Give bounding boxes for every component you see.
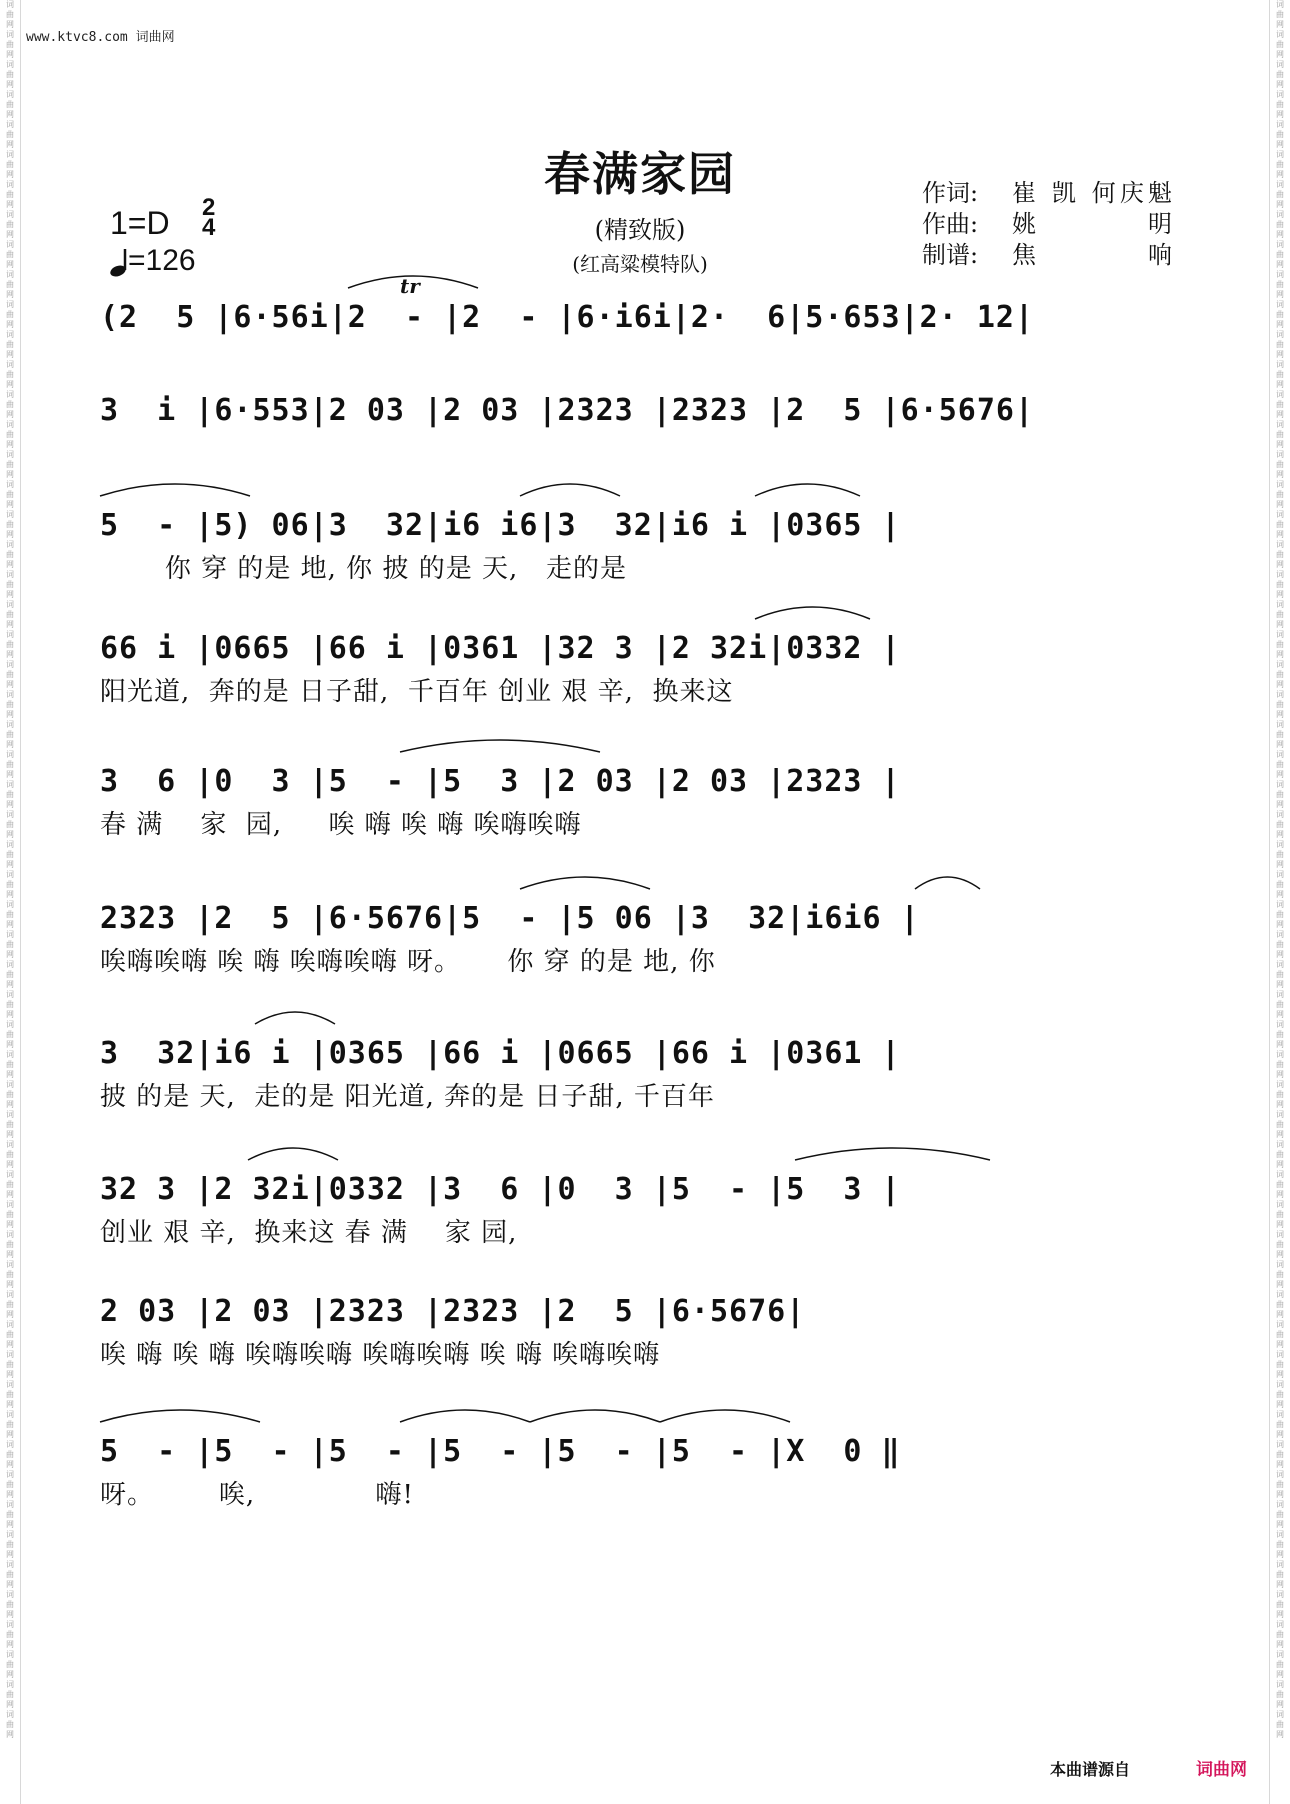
right-watermark-strip: 词 曲 网 词 曲 网 词 曲 网 词 曲 网 词 曲 网 词 曲 网 词 曲 网 词 曲 网 词 曲 网 词 曲 网 词 曲 网 词 曲 网 词 曲 网 词 曲 网 词 曲 网 词 曲 网 词 曲 网 词 曲 网 词 曲 网 词 曲 网 词 曲 网 词 曲 网 词 曲 网 词 曲 网 词 曲 网 词 曲 网 词 曲 网 词 曲 网 词 曲 网 词 曲 网 词 曲 网 词 曲 网 词 曲 网 词 曲 网 词 曲 网 词 曲 网 词 曲 网 词 曲 网 词 曲 网 词 曲 网 词 曲 网 词 曲 网 词 曲 网 词 曲 网 词 曲 网 词 曲 网 词 曲 网 词 曲 网 词 曲 网 词 曲 网 词 曲 网 词 曲 网 词 曲 网 词 曲 网 词 曲 网 词 曲 网 词 曲 网 词 曲 网 bbox=[1269, 0, 1290, 1804]
lyrics-line: 春 满 家 园, 唉 嗨 唉 嗨 唉嗨唉嗨 bbox=[100, 810, 582, 840]
lyrics-line: 创业 艰 辛, 换来这 春 满 家 园, bbox=[100, 1218, 518, 1248]
note-line: 5 - |5) 06|3 32|i6 i6|3 32|i6 i |0365 | bbox=[100, 508, 901, 543]
score-row bbox=[100, 1276, 1178, 1370]
score-row bbox=[100, 375, 1178, 445]
score-row bbox=[100, 613, 1178, 707]
lyrics-line: 阳光道, 奔的是 日子甜, 千百年 创业 艰 辛, 换来这 bbox=[100, 677, 734, 707]
time-signature bbox=[202, 194, 216, 241]
score-row bbox=[100, 1018, 1178, 1112]
note-line: 2323 |2 5 |6·5676|5 - |5 06 |3 32|i6i6 | bbox=[100, 901, 920, 936]
left-watermark-strip: 词 曲 网 词 曲 网 词 曲 网 词 曲 网 词 曲 网 词 曲 网 词 曲 网 词 曲 网 词 曲 网 词 曲 网 词 曲 网 词 曲 网 词 曲 网 词 曲 网 词 曲 网 词 曲 网 词 曲 网 词 曲 网 词 曲 网 词 曲 网 词 曲 网 词 曲 网 词 曲 网 词 曲 网 词 曲 网 词 曲 网 词 曲 网 词 曲 网 词 曲 网 词 曲 网 词 曲 网 词 曲 网 词 曲 网 词 曲 网 词 曲 网 词 曲 网 词 曲 网 词 曲 网 词 曲 网 词 曲 网 词 曲 网 词 曲 网 词 曲 网 词 曲 网 词 曲 网 词 曲 网 词 曲 网 词 曲 网 词 曲 网 词 曲 网 词 曲 网 词 曲 网 词 曲 网 词 曲 网 词 曲 网 词 曲 网 词 曲 网 词 曲 网 bbox=[0, 0, 21, 1804]
footer-label: 本曲谱源自 bbox=[1050, 1760, 1131, 1779]
credit-role: 作词: bbox=[922, 179, 979, 207]
lyrics-line: 唉嗨唉嗨 唉 嗨 唉嗨唉嗨 呀。 你 穿 的是 地, 你 bbox=[100, 947, 716, 977]
score-row bbox=[100, 883, 1178, 977]
note-line: 3 i |6·553|2 03 |2 03 |2323 |2323 |2 5 |6·5676| bbox=[100, 393, 1035, 428]
lyrics-line: 披 的是 天, 走的是 阳光道, 奔的是 日子甜, 千百年 bbox=[100, 1082, 715, 1112]
score-row bbox=[100, 1416, 1178, 1510]
slur-mark bbox=[100, 1138, 1178, 1168]
note-line: 3 6 |0 3 |5 - |5 3 |2 03 |2 03 |2323 | bbox=[100, 764, 901, 799]
song-subtitle: (精致版) bbox=[594, 216, 686, 244]
slur-mark bbox=[100, 1002, 1178, 1032]
note-line: 5 - |5 - |5 - |5 - |5 - |5 - |X 0 ‖ bbox=[100, 1434, 901, 1469]
score-row bbox=[100, 1154, 1178, 1248]
note-line: 66 i |0665 |66 i |0361 |32 3 |2 32i|0332 | bbox=[100, 631, 901, 666]
performer: (红高粱模特队) bbox=[572, 252, 708, 276]
credit-lyricist bbox=[922, 178, 1172, 209]
key-signature: 1=D bbox=[110, 205, 170, 241]
song-title: 春满家园 bbox=[544, 147, 736, 201]
lyrics-line: 呀。 唉, 嗨! bbox=[100, 1480, 415, 1510]
score-row bbox=[100, 490, 1178, 584]
footer-brand-link[interactable]: 词曲网 bbox=[1196, 1760, 1247, 1780]
credit-role: 作曲: bbox=[922, 210, 979, 238]
credits bbox=[922, 178, 1172, 271]
slur-mark bbox=[100, 867, 1178, 897]
score-row bbox=[100, 274, 1178, 352]
credit-name: 焦 响 bbox=[1012, 241, 1172, 269]
credit-composer bbox=[922, 209, 1172, 240]
lyrics-line: 唉 嗨 唉 嗨 唉嗨唉嗨 唉嗨唉嗨 唉 嗨 唉嗨唉嗨 bbox=[100, 1340, 661, 1370]
slur-mark bbox=[100, 474, 1178, 504]
lyrics-line: 你 穿 的是 地, 你 披 的是 天, 走的是 bbox=[100, 554, 628, 584]
credit-role: 制谱: bbox=[922, 241, 979, 269]
slur-mark bbox=[100, 1400, 1178, 1430]
time-signature-top: 2 bbox=[202, 194, 216, 221]
source-url[interactable]: www.ktvc8.com 词曲网 bbox=[26, 30, 175, 45]
trill-mark: tr bbox=[400, 274, 420, 298]
credit-name: 姚 明 bbox=[1012, 210, 1172, 238]
tempo-marking: =126 bbox=[128, 244, 196, 277]
slur-mark bbox=[100, 730, 1178, 760]
slur-mark bbox=[100, 266, 1178, 296]
credit-name: 崔 凯 何庆魁 bbox=[1012, 179, 1172, 207]
time-signature-bottom: 4 bbox=[202, 214, 216, 241]
note-line: 32 3 |2 32i|0332 |3 6 |0 3 |5 - |5 3 | bbox=[100, 1172, 901, 1207]
note-line: 2 03 |2 03 |2323 |2323 |2 5 |6·5676| bbox=[100, 1294, 806, 1329]
score-row bbox=[100, 746, 1178, 840]
note-line: 3 32|i6 i |0365 |66 i |0665 |66 i |0361 | bbox=[100, 1036, 901, 1071]
note-line: (2 5 |6·56i|2 - |2 - |6·i6i|2· 6|5·653|2· 12| bbox=[100, 300, 1035, 335]
slur-mark bbox=[100, 597, 1178, 627]
